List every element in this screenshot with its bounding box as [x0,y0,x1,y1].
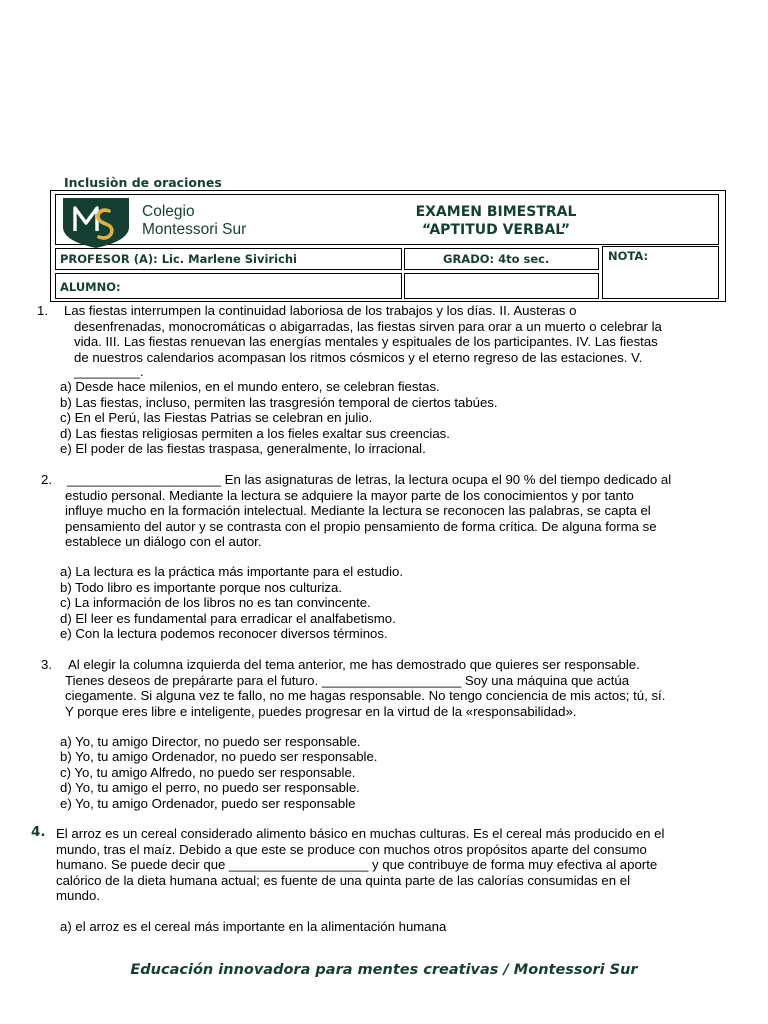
question-text-line: ciegamente. Si alguna vez te fallo, no me hagas responsable. No tengo conciencia de mis actos; tú, sí. [65,688,666,703]
question-number: 4. [31,824,46,840]
school-name [142,203,246,239]
option-a[interactable]: a) Desde hace milenios, en el mundo entero, se celebran fiestas. [60,379,440,394]
question-text-line: mundo. [56,888,100,903]
question-text-line: humano. Se puede decir que ___________________ y que contribuye de forma muy efectiva al aporte [56,857,658,872]
question-text-line: calórico de la dieta humana actual; es fuente de una quinta parte de las calorías consumidas en el [56,872,631,888]
option-b[interactable]: b) Las fiestas, incluso, permiten las trasgresión temporal de ciertos tabúes. [60,395,498,410]
nota-cell [602,246,719,299]
question-text-line: Tienes deseos de prepárarte para el futuro. ___________________ Soy una máquina que actúa [65,672,630,688]
question-text-line: _________. [74,364,144,379]
nota-label: NOTA: [608,249,649,263]
blank-cell [404,273,599,299]
option-b[interactable]: b) Todo libro es importante porque nos culturiza. [60,580,342,595]
option-c[interactable]: c) La información de los libros no es tan convincente. [60,595,371,610]
question-text-line: Las fiestas interrumpen la continuidad laboriosa de los trabajos y los días. II. Austeras o [64,303,577,318]
section-title: Inclusiòn de oraciones [64,175,222,190]
option-c[interactable]: c) En el Perú, las Fiestas Patrias se celebran en julio. [60,410,373,425]
option-d[interactable]: d) Las fiestas religiosas permiten a los fieles exaltar sus creencias. [60,426,450,441]
school-header-cell [55,194,719,245]
option-e[interactable]: e) Con la lectura podemos reconocer diversos términos. [60,626,388,641]
question-text-line: de nuestros calendarios acompasan los ritmos cósmicos y el eterno regreso de las estaciones. V. [74,349,643,365]
profesor-label: PROFESOR (A): Lic. Marlene Sivirichi [60,252,297,266]
option-b[interactable]: b) Yo, tu amigo Ordenador, no puedo ser responsable. [60,749,378,764]
option-c[interactable]: c) Yo, tu amigo Alfredo, no puedo ser responsable. [60,765,356,780]
option-a[interactable]: a) La lectura es la práctica más importante para el estudio. [60,564,404,579]
alumno-cell [55,273,402,299]
school-name-line2: Montessori Sur [142,221,247,238]
question-text-line: establece un diálogo con el autor. [65,534,262,549]
profesor-cell [55,248,402,270]
question-number: 2. [41,472,52,487]
exam-title [386,203,606,239]
option-a[interactable]: a) Yo, tu amigo Director, no puedo ser responsable. [60,734,361,749]
option-e[interactable]: e) El poder de las fiestas traspasa, generalmente, lo irracional. [60,441,426,456]
grado-cell [404,248,599,270]
option-a[interactable]: a) el arroz es el cereal más importante en la alimentación humana [60,919,447,934]
question-text-line: El arroz es un cereal considerado alimento básico en muchas culturas. Es el cereal más producido en el [56,826,665,841]
question-number: 3. [41,657,52,672]
question-text-line: estudio personal. Mediante la lectura se adquiere la mayor parte de los conocimientos y por tanto [65,487,634,503]
footer-slogan: Educación innovadora para mentes creativas / Montessori Sur [130,962,638,978]
exam-title-line1: EXAMEN BIMESTRAL [415,204,577,220]
question-text-line: _____________________ En las asignaturas de letras, la lectura ocupa el 90 % del tiempo dedicado al [67,472,672,487]
question-text-line: vida. III. Las fiestas renuevan las energías mentales y espituales de los participantes. IV. Las fiestas [74,334,658,349]
option-d[interactable]: d) El leer es fundamental para erradicar el analfabetismo. [60,611,396,626]
grado-label: GRADO: 4to sec. [443,252,550,266]
question-text-line: Al elegir la columna izquierda del tema anterior, me has demostrado que quieres ser responsable. [68,657,640,672]
question-text-line: desenfrenadas, monocromáticas o abigarradas, las fiestas sirven para orar a un muerto o celebrar la [74,318,662,334]
school-shield-logo [61,197,131,249]
alumno-label: ALUMNO: [60,280,121,294]
question-number: 1. [37,303,48,318]
exam-header [50,190,726,302]
question-text-line: Y porque eres libre e inteligente, puedes progresar en la virtud de la «responsabilidad». [65,703,577,719]
school-name-line1: Colegio [142,203,195,220]
question-text-line: influye mucho en la formación intelectual. Mediante la lectura se reconocen las palabras, se capta el [65,503,651,518]
exam-title-line2: “APTITUD VERBAL” [421,222,571,238]
question-text-line: mundo, tras el maíz. Debido a que este se produce con muchos otros propósitos aparte del consumo [56,841,647,857]
option-d[interactable]: d) Yo, tu amigo el perro, no puedo ser responsable. [60,780,360,795]
question-text-line: pensamiento del autor y se contrasta con el propio pensamiento de forma crítica. De alguna forma se [65,518,657,534]
option-e[interactable]: e) Yo, tu amigo Ordenador, puedo ser responsable [60,796,356,811]
